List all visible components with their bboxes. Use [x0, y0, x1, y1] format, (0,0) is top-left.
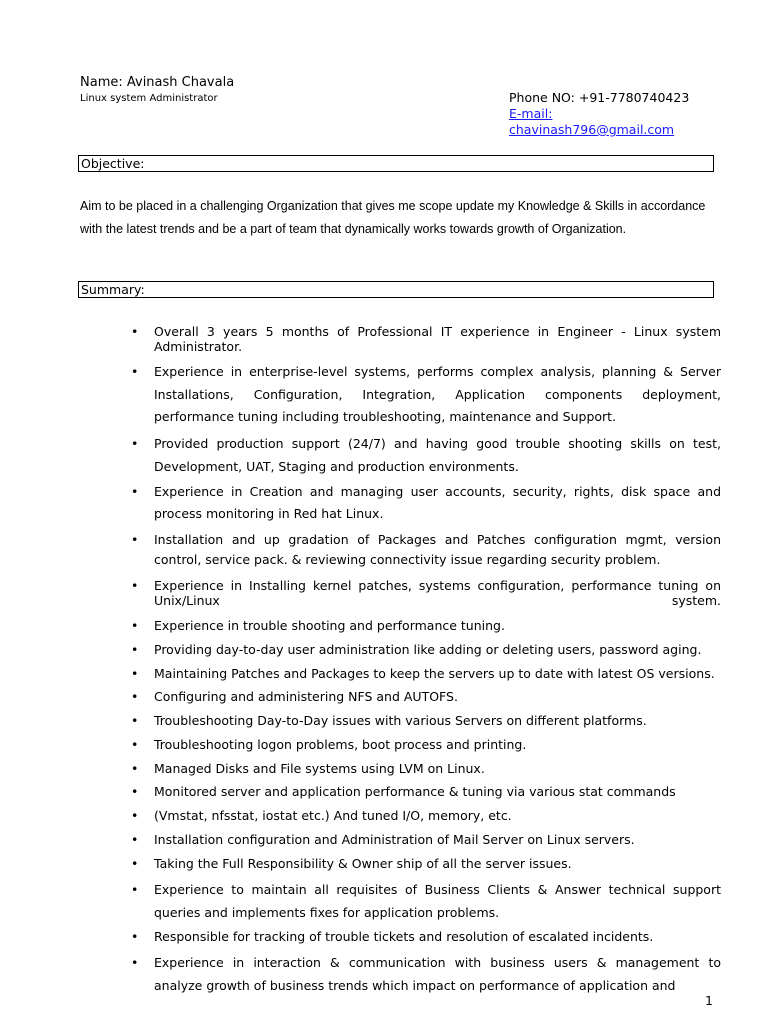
- list-item: • Troubleshooting logon problems, boot process and printing.: [131, 737, 527, 752]
- candidate-role: Linux system Administrator: [80, 93, 218, 104]
- list-item: • Providing day-to-day user administration like adding or deleting users, password aging.: [131, 642, 702, 657]
- list-item: • Installation configuration and Administration of Mail Server on Linux servers.: [131, 832, 635, 847]
- bullet-icon: •: [131, 955, 139, 970]
- list-item: • (Vmstat, nfsstat, iostat etc.) And tuned I/O, memory, etc.: [131, 808, 512, 823]
- list-item: • Configuring and administering NFS and AUTOFS.: [131, 689, 458, 704]
- bullet-icon: •: [131, 666, 139, 681]
- bullet-icon: •: [131, 642, 139, 657]
- list-item: • Experience in Creation and managing user accounts, security, rights, disk space and process monitoring in Red hat Linux.: [131, 481, 721, 525]
- bullet-icon: •: [131, 761, 139, 776]
- bullet-icon: •: [131, 532, 139, 547]
- email-label-link[interactable]: E-mail:: [509, 106, 553, 121]
- bullet-icon: •: [131, 324, 139, 339]
- summary-heading: Summary:: [78, 281, 714, 298]
- list-item: • Installation and up gradation of Packages and Patches configuration mgmt, version control, service pack. & reviewing connectivity issue regarding security problem.: [131, 532, 721, 567]
- bullet-icon: •: [131, 856, 139, 871]
- list-item: • Managed Disks and File systems using LVM on Linux.: [131, 761, 485, 776]
- bullet-icon: •: [131, 618, 139, 633]
- objective-heading: Objective:: [78, 155, 714, 172]
- list-item: • Provided production support (24/7) and having good trouble shooting skills on test, Development, UAT, Staging and production environments.: [131, 432, 721, 478]
- bullet-icon: •: [131, 484, 139, 499]
- bullet-icon: •: [131, 832, 139, 847]
- bullet-icon: •: [131, 689, 139, 704]
- bullet-icon: •: [131, 713, 139, 728]
- bullet-icon: •: [131, 737, 139, 752]
- list-item: • Taking the Full Responsibility & Owner ship of all the server issues.: [131, 856, 572, 871]
- list-item: • Monitored server and application performance & tuning via various stat commands: [131, 784, 676, 799]
- list-item: • Maintaining Patches and Packages to keep the servers up to date with latest OS versions.: [131, 666, 715, 681]
- list-item: • Experience in trouble shooting and performance tuning.: [131, 618, 505, 633]
- bullet-icon: •: [131, 882, 139, 897]
- candidate-name: Name: Avinash Chavala: [80, 75, 235, 90]
- bullet-icon: •: [131, 436, 139, 451]
- bullet-icon: •: [131, 364, 139, 379]
- list-item: • Troubleshooting Day-to-Day issues with various Servers on different platforms.: [131, 713, 647, 728]
- bullet-icon: •: [131, 808, 139, 823]
- contact-block: [509, 90, 689, 138]
- bullet-icon: •: [131, 784, 139, 799]
- list-item: • Overall 3 years 5 months of Professional IT experience in Engineer - Linux system Administrator.: [131, 324, 721, 354]
- list-item: • Experience to maintain all requisites of Business Clients & Answer technical support queries and implements fixes for application problems.: [131, 878, 721, 924]
- list-item: • Responsible for tracking of trouble tickets and resolution of escalated incidents.: [131, 929, 654, 944]
- objective-text: Aim to be placed in a challenging Organization that gives me scope update my Knowledge & Skills in accordance with the latest trends and be a part of team that dynamically works towards growth of Organization.: [80, 199, 706, 236]
- bullet-icon: •: [131, 578, 139, 593]
- bullet-icon: •: [131, 929, 139, 944]
- list-item: • Experience in Installing kernel patches, systems configuration, performance tuning on Unix/Linux system.: [131, 578, 721, 608]
- email-link[interactable]: chavinash796@gmail.com: [509, 122, 675, 137]
- phone-number: Phone NO: +91-7780740423: [509, 90, 690, 105]
- list-item: • Experience in enterprise-level systems, performs complex analysis, planning & Server Installations, Configuration, Integration, Application components deployment, performance tuning including troubleshooting, maintenance and Support.: [131, 361, 721, 429]
- page-number: 1: [705, 993, 713, 1008]
- list-item: • Experience in interaction & communication with business users & management to analyze growth of business trends which impact on performance of application and: [131, 951, 721, 997]
